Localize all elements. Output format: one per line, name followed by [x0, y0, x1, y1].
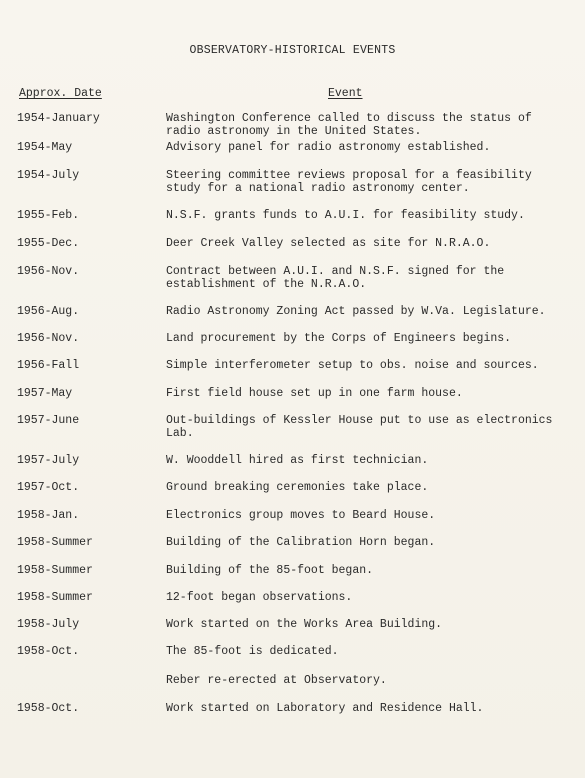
event-date: 1956-Nov. [17, 265, 80, 278]
event-date: 1958-Summer [17, 564, 93, 577]
page-title: OBSERVATORY-HISTORICAL EVENTS [189, 44, 396, 57]
event-description: 12-foot began observations. [166, 591, 353, 604]
event-date: 1958-Oct. [17, 702, 80, 715]
event-description: Building of the Calibration Horn began. [166, 536, 436, 549]
event-date: 1957-June [17, 414, 80, 427]
event-description: Simple interferometer setup to obs. noise and sources. [166, 359, 539, 372]
event-description: W. Wooddell hired as first technician. [166, 454, 429, 467]
column-header-date: Approx. Date [19, 87, 102, 100]
event-description: Work started on the Works Area Building. [166, 618, 443, 631]
event-date: 1958-Summer [17, 536, 93, 549]
event-date: 1954-January [17, 112, 100, 125]
event-description: Reber re-erected at Observatory. [166, 674, 387, 687]
column-header-event: Event [328, 87, 363, 100]
event-date: 1958-Jan. [17, 509, 80, 522]
event-description: Out-buildings of Kessler House put to use as electronics Lab. [166, 414, 553, 440]
event-date: 1954-May [17, 141, 73, 154]
event-description: Deer Creek Valley selected as site for N.R.A.O. [166, 237, 491, 250]
event-date: 1955-Dec. [17, 237, 80, 250]
event-description: Building of the 85-foot began. [166, 564, 374, 577]
event-date: 1956-Nov. [17, 332, 80, 345]
event-date: 1958-July [17, 618, 80, 631]
event-date: 1956-Fall [17, 359, 80, 372]
event-date: 1958-Summer [17, 591, 93, 604]
event-date: 1957-Oct. [17, 481, 80, 494]
event-description: Washington Conference called to discuss the status of radio astronomy in the United States. [166, 112, 532, 138]
event-date: 1957-May [17, 387, 73, 400]
event-description: Advisory panel for radio astronomy established. [166, 141, 491, 154]
event-description: N.S.F. grants funds to A.U.I. for feasibility study. [166, 209, 525, 222]
event-date: 1956-Aug. [17, 305, 80, 318]
event-description: Steering committee reviews proposal for a feasibility study for a national radio astronomy center. [166, 169, 532, 195]
event-description: The 85-foot is dedicated. [166, 645, 339, 658]
event-description: Ground breaking ceremonies take place. [166, 481, 429, 494]
event-description: First field house set up in one farm house. [166, 387, 463, 400]
event-date: 1954-July [17, 169, 80, 182]
event-date: 1955-Feb. [17, 209, 80, 222]
event-description: Radio Astronomy Zoning Act passed by W.Va. Legislature. [166, 305, 546, 318]
event-date: 1958-Oct. [17, 645, 80, 658]
event-description: Work started on Laboratory and Residence Hall. [166, 702, 484, 715]
event-date: 1957-July [17, 454, 80, 467]
event-description: Land procurement by the Corps of Engineers begins. [166, 332, 512, 345]
event-description: Contract between A.U.I. and N.S.F. signed for the establishment of the N.R.A.O. [166, 265, 505, 291]
event-description: Electronics group moves to Beard House. [166, 509, 436, 522]
